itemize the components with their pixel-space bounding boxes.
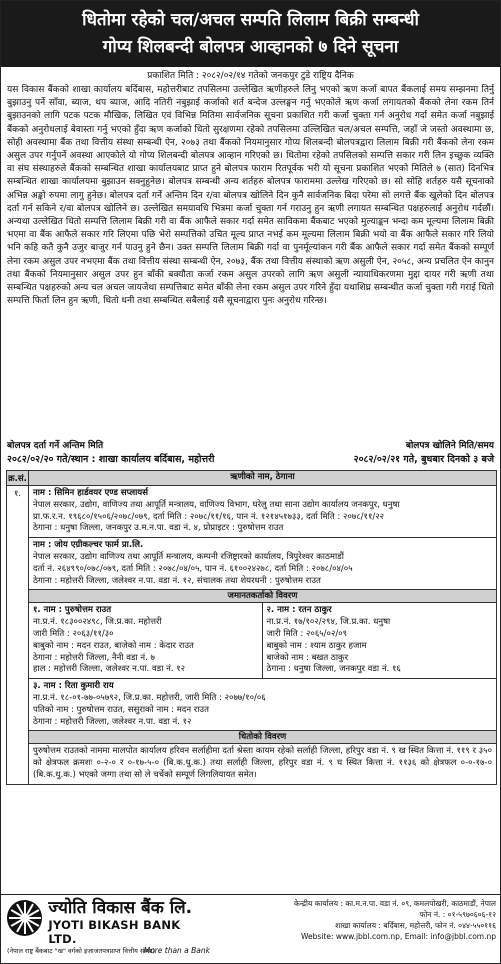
guarantor-2-line: बाबुको नाम : श्याम ठाकुर हजाम [266, 640, 367, 651]
guarantor-3-name: ३. नाम : रिता कुमारी राय [33, 681, 114, 692]
notice-body: यस विकास बैंकको शाखा कार्यालय बर्दिबास, महोत्तरीबाट तपसिलमा उल्लेखित ऋणीहरुले लिनु भएको ऋण कर्जा बापत बैंकलाई समय सम्झनमा तिर्नु बुझाउनु पर्ने साँवा, ब्याज, थप ब्याज, आदि नतिरी नबुझाई कर्जाको शर्त बन्देज उल्लङ्घन गर्नु भएकोले ऋण कर्जा लगायतको बैंकको लेना रकम तिर्न बुझाउनको लागि पटक पटक मौखिक, लिखित एवं विभिन्न मितिमा सार्वजनिक सूचना प्रकाशित गरी कर्जा चुक्ता गर्न अनुरोध गर्दा समेत कर्जा नबुझाई बैंकको अनुरोधलाई बेवास्ता गर्नु भएको हुँदा ऋण कर्जाको धितो सुरक्षणमा रहेको तपसिलमा उल्लिखित चल/अचल सम्पत्ति, जहाँ जे जस्तो अवस्थामा छ, सोही अवस्थामा बैंक तथा वित्तीय संस्था सम्बन्धी ऐन, २०७३ तथा बैंकको नियमानुसार गोप्य शिलबन्दी बोलपत्रद्वारा लिलाम बिक्री गरी बैंकको लेना रकम असुल उपर गर्नुपर्ने अवस्था आएकोले यो गोप्य शिलबन्दी बोलपत्र आव्हान गरिएको छ। धितोमा रहेको तपसिलको सम्पत्ति सकार गरी लिन इच्छुक व्यक्ति वा संघ संस्थाहरुले बैंकको सम्बन्धित शाखा कार्यालयबाट प्राप्त हुने बोलपत्र फाराम रितपूर्वक भरी यो सूचना प्रकाशित भएको मितिले ७ (सात) दिनभित्र सम्बन्धित शाखा कार्यालयमा बुझाउन सक्नुहुनेछ। बोलपत्र सम्बन्धी अन्य शर्तहरु बोलपत्र फाराममा उल्लेख गरिएको छ। सो सोहि शर्तहरु यसै सूचनाको अभिन्न अङ्को रुपमा लागु हुनेछ। बोलपत्र दर्ता गर्ने अन्तिम दिन र/वा बोलपत्र खोलिने दिन कुनै सार्वजनिक बिदा परेमा सो लगत्ते बैंक खुलेको दिन बोलपत्र दर्ता गर्न सकिने र/वा बोलपत्र खोलिने छ। उल्लेखित समयावधि भित्रमा कर्जा चुक्ता गर्न गराउनु हुन ऋणी लगायत सम्बन्धित पक्षहरुलाई अनुरोध गर्दछौं। अन्यथा उल्लेखित धितो सम्पत्ति लिलाम बिक्री गरी वा बैंक आफैले सकार गर्दा समेत साविकमा बैंकबाट भएको मुल्याङ्कन भन्दा कम मूल्यमा लिलाम बिक्री भएमा वा बैंक आफैले सकार गरि लिएमा पछि भेरो सम्पत्तिको उचित मूल्य प्राप्त नभई कम मूल्यमा लिलाम बिक्री भयो वा बैंक आफैले सकार गरि लियो भनि कहि कतै कुनै उजुर बाजुर गर्न पाउनु हुने छैन। उक्त सम्पत्ति लिलाम बिक्री गर्दा वा पुनर्मूल्यांकन गरी बैंक आफैले सकार गर्दा समेत बैंकको सम्पूर्ण लेना रकम असुल उपर नभएमा बैंक तथा वित्तीय संस्था सम्बन्धी ऐन, २०७३, बैंक तथा वित्तीय संस्थाको ऋण असुली ऐन, २०५८, अन्य प्रचलित ऐन कानुन तथा बैंकको नियमानुसार असुल उपर हुन बाँकी बक्यौता कर्जा रकम असुल उपरको लागि ऋण असुली न्यायाधिकरणमा मुद्दा दायर गरी ऋणी तथा सम्बन्धित पक्षहरुको अन्य चल अचल जायजेथा सम्पत्तिबाट समेत बाँकी लेना रकम असुल उपर गरिने हुँदा यथाशिघ्र सम्बन्धीत कर्जा चुक्ता गरी गराई धितो सम्पत्ति फिर्ता लिन हुन ऋणी, धितो धनी तथा सम्बन्धित सबैलाई यसै सूचनाद्वारा पुनः अनुरोध गरिन्छ। [7, 85, 494, 307]
registration-deadline-label: बोलपत्र दर्ता गर्ने अन्तिम मिति [7, 441, 104, 451]
guarantor-pair [29, 603, 496, 678]
borrower-2-line: ठेगाना : महोत्तरी जिल्ला, जलेश्वर न.पा. वडा नं. १२, संचालक तथा शेयरधनी : पुरुषोत्तम राउत [33, 575, 321, 586]
table-header-row [7, 471, 497, 486]
guarantor-3-line: ना.प्र.नं. १८-०१-७७-०५७९२, जि.प्र.का. महोत्तरी, जारी मिति : २०७७/१०/०६ [33, 692, 266, 703]
bank-name-nepali: ज्योति विकास बैंक लि. [48, 898, 193, 918]
guarantor-3-line: ठेगाना : महोत्तरी जिल्ला, जलेश्वर न.पा. वडा नं. १२ [33, 716, 192, 727]
website-email: Website: www.jbbl.com.np, Email: info@jbbl.com.np [301, 932, 496, 941]
guarantor-1-line: बाबुको नाम : मदन राउत, बाजेको नाम : केदार राउत [33, 640, 194, 651]
head-office-phone: फोन नं. : ०१-५९७०६०६-१२ [419, 910, 496, 919]
jyoti-sunburst-logo-icon [7, 900, 42, 936]
guarantor-1-line: जारी मिति : २०६३/११/३० [33, 628, 114, 639]
table-row [7, 486, 497, 785]
guarantor-2-line: जारी मिति : २०६५/०२/०९ [266, 628, 348, 639]
license-note: (नेपाल राष्ट्र बैंकबाट "ख" वर्गको इजाजतपत्रप्राप्त वित्तीय संस्था) [7, 947, 156, 955]
borrower-1 [29, 486, 496, 537]
registration-deadline-value: २०८२/०२/२० गते/स्थान : शाखा कार्यालय बर्दिबास, महोत्तरी [7, 454, 215, 465]
guarantor-2-line: ना.प्र.नं. १७/१०२/२९४, जि.प्र.का. धनुषा [266, 617, 391, 628]
borrower-2-line: दर्ता नं. २६४९९०/०७८/०७९, दर्ता मिति : २०७८/०४/०५, पान नं. ६१००२४२७८, दर्ता मिति : २०७८/०४/०५ [33, 563, 353, 574]
borrower-1-line: प्रा.फ.र.न. १९६८०/१५०६/२०७८/०७९, दर्ता मिति : २०७८/११/१६, पान नं. १२१४५१७३३, दर्ता मिति : २०७८/११/२२ [33, 511, 385, 522]
borrower-header: ऋणीको नाम, ठेगाना [29, 471, 497, 486]
banner-title-line2: गोप्य शिलबन्दी बोलपत्र आव्हानको ७ दिने सूचना [102, 37, 399, 57]
head-office: केन्द्रीय कार्यालय : का.म.न.पा. वडा नं. ०९, कमलपोखरी, काठमाडौं, नेपाल [293, 899, 496, 908]
bid-opening-label: बोलपत्र खोलिने मिति/समय [405, 441, 494, 451]
borrower-1-line: ठेगाना : धनुषा जिल्ला, जनकपुर उ.म.न.पा. वडा नं. ४, प्रोप्राइटर : पुरुषोत्तम राउत [33, 523, 284, 534]
bank-contact [216, 895, 500, 963]
guarantor-section-title: जमानतकर्ताको विवरण [29, 589, 496, 603]
guarantor-3-line: पतिको नाम : पुरुषोत्तम राउत, ससुराको नाम : मदन राउत [33, 704, 209, 715]
serial-header: क्र.सं. [7, 471, 29, 486]
collateral-section-title: धितोको विवरण [29, 730, 496, 744]
guarantor-1 [29, 603, 263, 678]
borrower-2-line: नेपाल सरकार, उद्योग वाणिज्य तथा आपूर्ति मन्त्रालय, कम्पनी रजिष्ट्रारको कार्यालय, त्रिपुरेश्वर काठमाडौं [33, 551, 344, 562]
banner-title-line1: धितोमा रहेको चल/अचल सम्पति लिलाम बिक्री सम्बन्धी [82, 10, 419, 30]
guarantor-2 [263, 603, 497, 678]
borrower-2 [29, 537, 496, 589]
bank-tagline: More than a Bank [143, 946, 210, 955]
guarantor-1-line: ना.प्र.नं. १८३००२४९८, जि.प्र.का. महोत्तरी [33, 617, 162, 628]
borrower-details-cell [29, 486, 497, 785]
bank-name-english: JYOTI BIKASH BANK LTD. [48, 918, 181, 946]
publish-date: प्रकाशित मिति : २०८२/०२/१४ गतेको जनकपुर टुडे राष्ट्रिय दैनिक [147, 71, 354, 81]
bank-footer [1, 894, 500, 963]
borrower-1-line: नेपाल सरकार, उद्योग, वाणिज्य तथा आपूर्ति मन्त्रालय, वाणिज्य विभाग, घरेलु तथा साना उद्योग कार्यालय जनकपुर, धनुषा [33, 499, 400, 510]
guarantor-1-line: ठेगाना : महोत्तरी जिल्ला, नैनी वडा नं. ७ [33, 652, 155, 663]
guarantor-1-name: १. नाम : पुरुषोत्तम राउत [33, 605, 112, 616]
guarantor-2-line: बाजेको नाम : बखत ठाकुर [266, 652, 349, 663]
bid-opening-value: २०८२/०२/२१ गते, बुधबार दिनको ३ बजे [353, 454, 494, 465]
serial-number: १. [7, 486, 29, 785]
guarantor-2-line: ठेगाना : धनुषा जिल्ला, जनकपुर वडा नं. १६ [266, 664, 401, 675]
guarantor-1-line: हाल : महोत्तरी जिल्ला, जलेश्वर न.पा. वडा नं. १२ [33, 664, 186, 675]
borrower-2-name: नाम : जोय एग्रीकल्चर फार्म प्रा.लि. [33, 540, 144, 551]
dates-values [1, 453, 500, 467]
bank-logo-block [1, 895, 216, 963]
borrower-1-name: नाम : सिमिन हार्डवयर एण्ड सप्लायर्स [33, 488, 148, 498]
collateral-details: पुरुषोत्तम राउतको नाममा मालपोत कार्यालय हरिवन सर्लाहीमा दर्ता श्रेस्ता कायम रहेको सर्लाही जिल्ला, हरिपुर वडा नं. ९ ख स्थित कित्ता नं. ११९ र ३५० को क्षेत्रफल क्रमशः ०-२-० र ०-१७-५-० (बि.क.धु.क.) तथा सर्लाही जिल्ला, हरिपुर वडा नं. ९ घ स्थित कित्ता नं. ११३६ को क्षेत्रफल ०-०-१७-० (बि.क.धु.क.) भएको जग्गा तथा सो ले चर्चेको सम्पूर्ण लिगलियायत समेत। [33, 746, 492, 780]
branch-office: शाखा कार्यालय : बर्दिबास, महोत्तरी, फोन नं. ०४४-५५०११६ [335, 921, 496, 930]
dates-labels [1, 440, 500, 453]
notice-banner [1, 1, 500, 67]
guarantor-3 [29, 678, 496, 730]
borrower-table [6, 470, 497, 785]
guarantor-2-name: २. नाम : रतन ठाकुर [266, 605, 332, 616]
